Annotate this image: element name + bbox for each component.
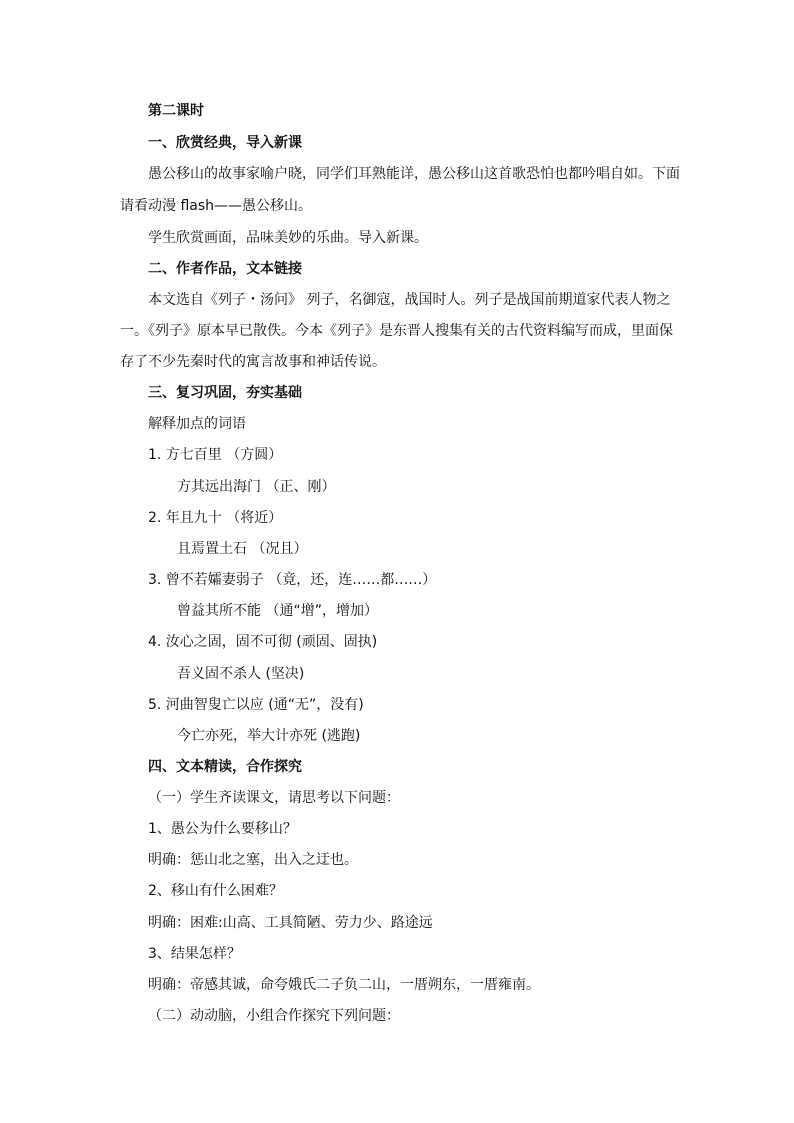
answer: 明确：惩山北之塞，出入之迂也。 [148,852,358,868]
paragraph-line: 愚公移山的故事家喻户晓，同学们耳熟能详，愚公移山这首歌恐怕也都吟唱自如。下面 [148,166,680,182]
exercise-item: 2. 年且九十 （将近） [148,510,283,526]
paragraph-line: 存了不少先秦时代的寓言故事和神话传说。 [120,354,386,370]
question: 2、移山有什么困难？ [148,883,283,899]
paragraph-line: 本文选自《列子・汤问》 列子，名御寇，战国时人。列子是战国前期道家代表人物之 [148,292,671,308]
sub-heading: （一）学生齐读课文，请思考以下问题： [148,790,400,806]
exercise-item: 4. 汝心之固，固不可彻 (顽固、固执) [148,634,378,650]
exercise-item: 今亡亦死，举大计亦死 (逃跑) [177,728,361,744]
section-heading-3: 三、复习巩固，夯实基础 [148,385,302,401]
exercise-intro: 解释加点的词语 [148,416,246,432]
exercise-item: 方其远出海门 （正、刚） [177,479,336,495]
paragraph-line: 学生欣赏画面，品味美妙的乐曲。导入新课。 [148,230,428,246]
exercise-item: 且焉置土石 （况且） [177,541,308,557]
exercise-item: 1. 方七百里 （方圆） [148,447,283,463]
answer: 明确：帝感其诚，命夸娥氏二子负二山，一厝朔东，一厝雍南。 [148,977,540,993]
lesson-title: 第二课时 [148,103,204,119]
paragraph-line: 一。《列子》原本早已散佚。今本《列子》是东晋人搜集有关的古代资料编写而成，里面保 [120,323,673,339]
answer: 明确：困难:山高、工具简陋、劳力少、路途远 [148,915,433,931]
paragraph-line: 请看动漫 flash——愚公移山。 [120,198,313,214]
section-heading-1: 一、欣赏经典，导入新课 [148,135,302,151]
section-heading-4: 四、文本精读，合作探究 [148,759,302,775]
question: 1、愚公为什么要移山？ [148,821,297,837]
exercise-item: 曾益其所不能 （通“增”，增加） [177,603,378,619]
exercise-item: 吾义固不杀人 (坚决) [177,666,305,682]
exercise-item: 5. 河曲智叟亡以应 (通“无”，没有) [148,697,364,713]
question: 3、结果怎样？ [148,946,241,962]
section-heading-2: 二、作者作品，文本链接 [148,261,302,277]
sub-heading: （二）动动脑，小组合作探究下列问题： [148,1008,400,1024]
exercise-item: 3. 曾不若孀妻弱子 （竟，还，连……都……） [148,572,437,588]
